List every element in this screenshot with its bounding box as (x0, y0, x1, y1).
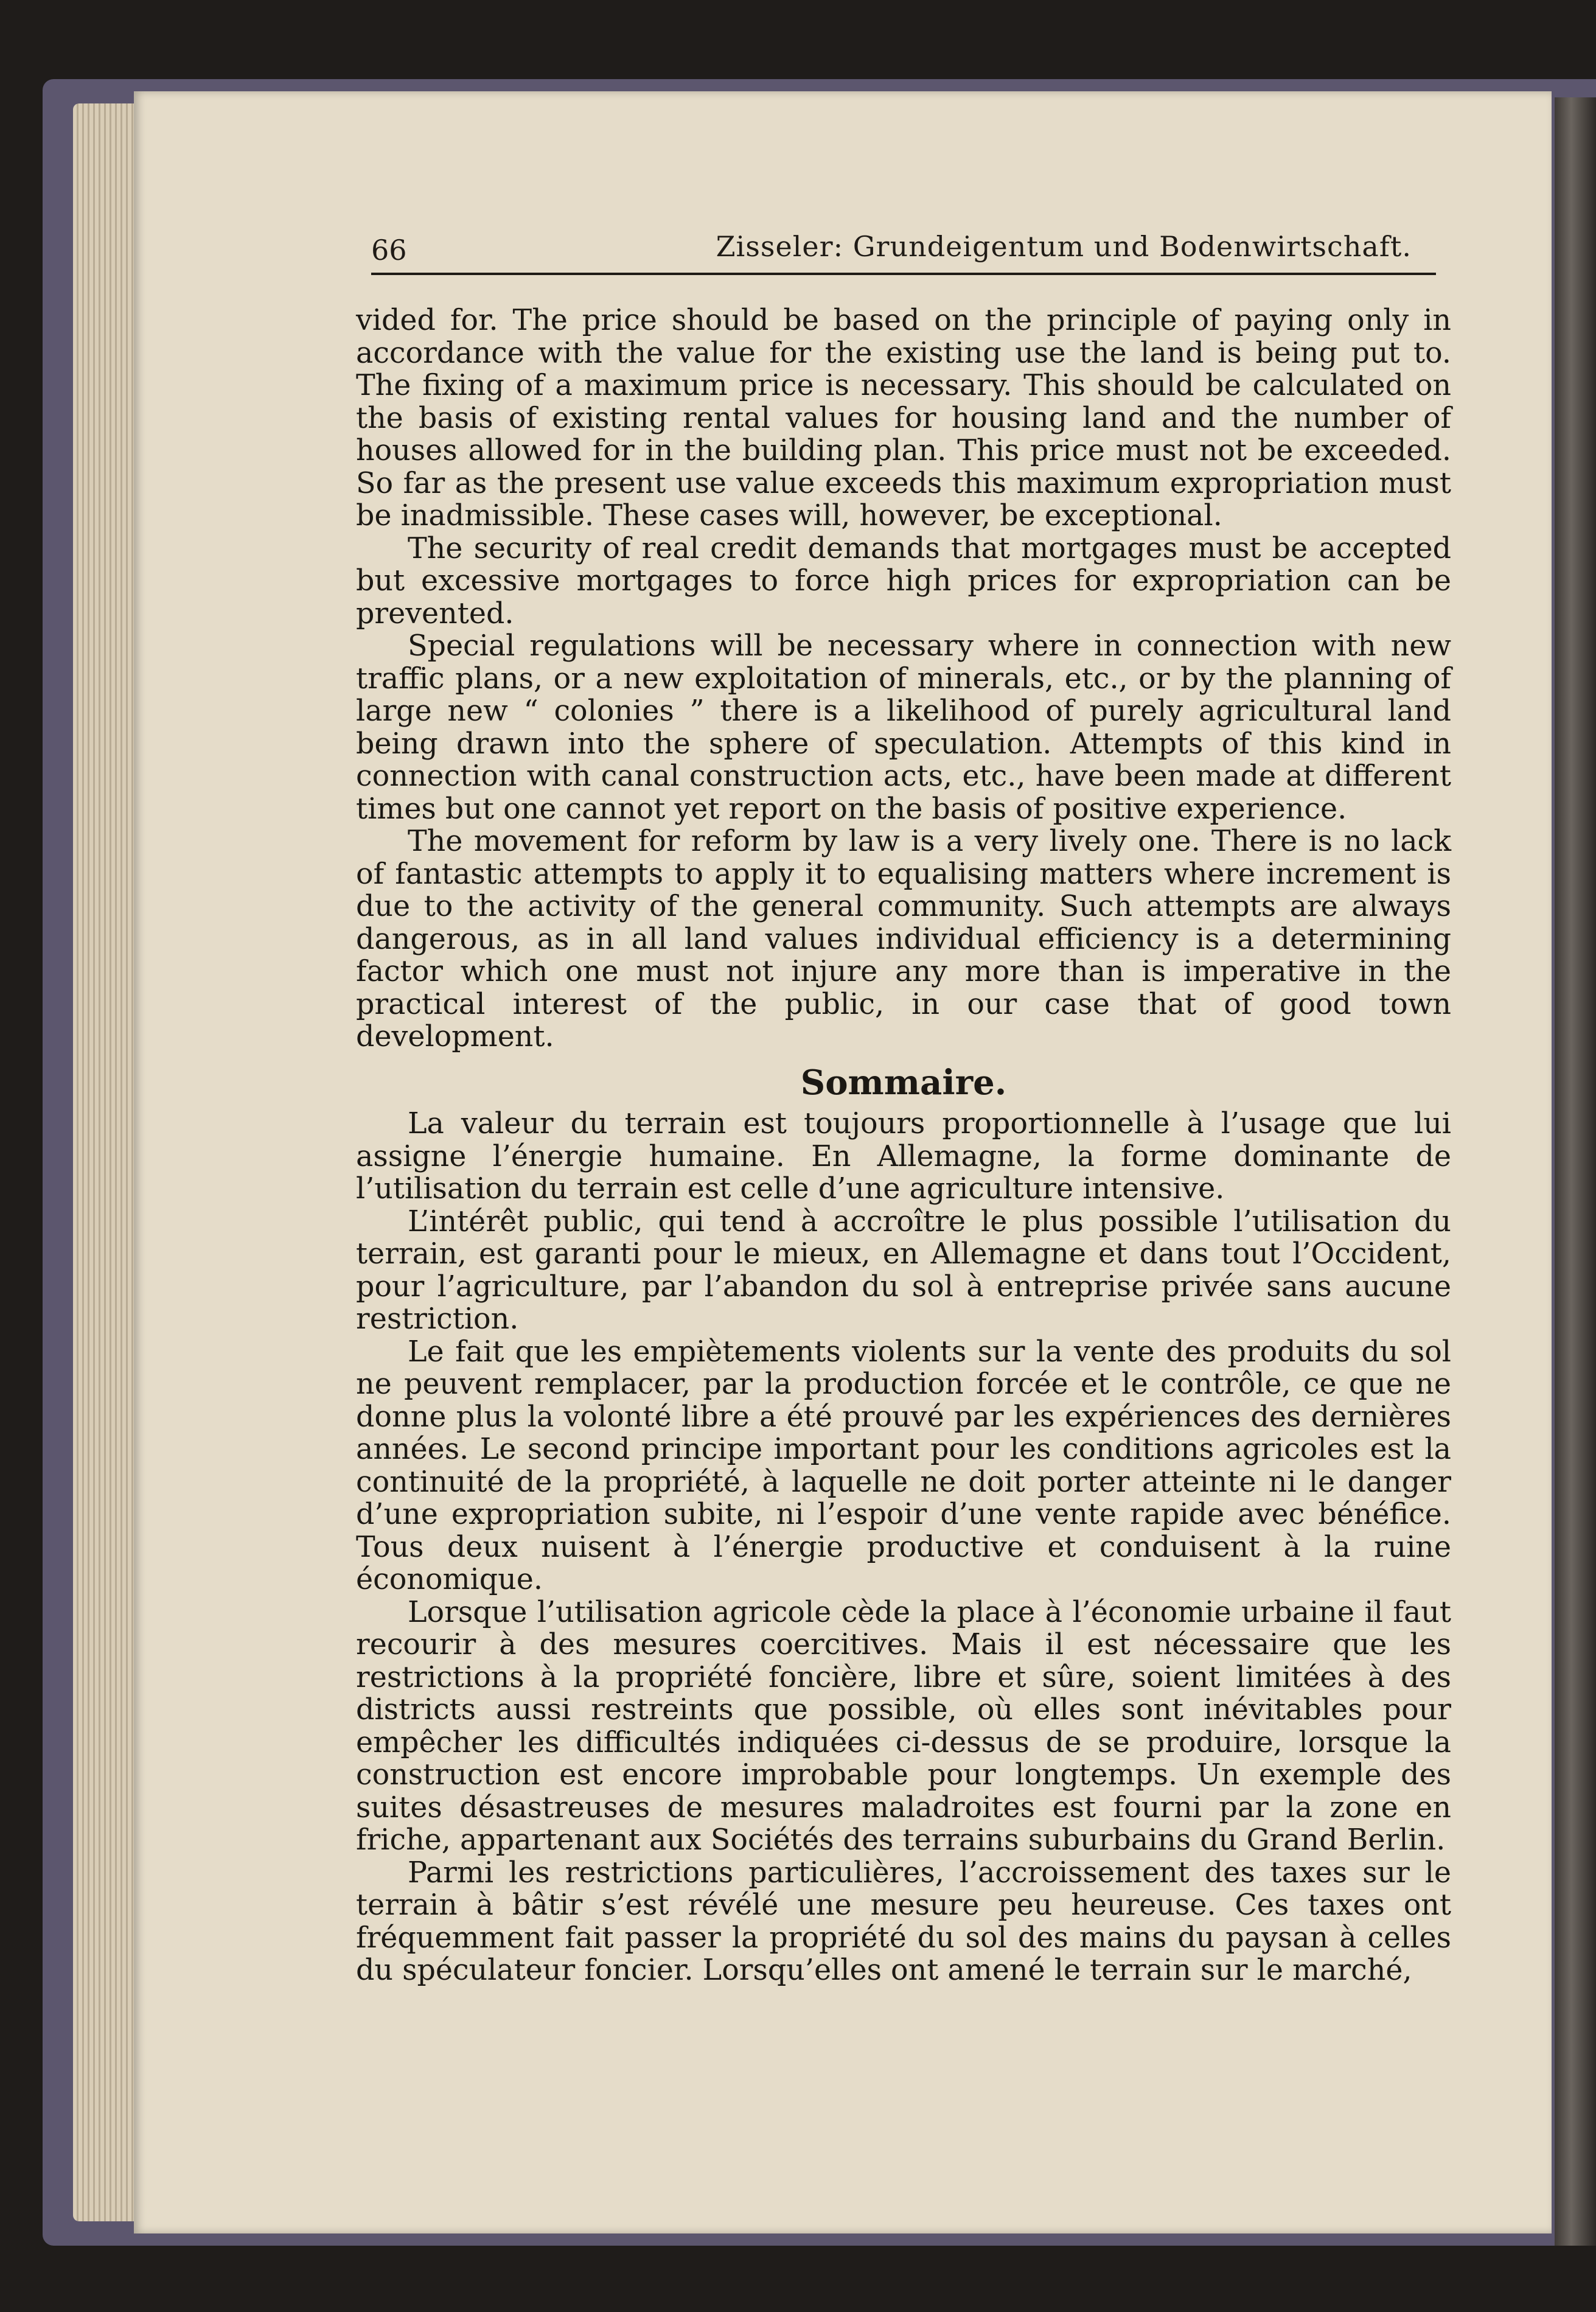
sommaire-paragraph: Parmi les restrictions particulières, l’accroissement des taxes sur le terrain à bâtir s’est révélé une mesure peu heureuse. Ces taxes ont fréquemment fait passer la propriété du sol des mains du paysan à celles du spéculateur foncier. Lorsqu’elles ont amené le terrain sur le marché, (356, 1856, 1451, 1987)
english-paragraph: The security of real credit demands that mortgages must be accepted but excessive mortgages to force high prices for expropriation can be prevented. (356, 531, 1451, 630)
book-gutter (1555, 97, 1596, 2246)
running-title: Zisseler: Grundeigentum und Bodenwirtschaft. (716, 230, 1412, 263)
sommaire-paragraph: L’intérêt public, qui tend à accroître le plus possible l’utilisation du terrain, est garanti pour le mieux, en Allemagne et dans tout l’Occident, pour l’agriculture, par l’abandon du sol à entreprise privée sans aucune restriction. (356, 1204, 1451, 1336)
english-paragraph: The movement for reform by law is a very lively one. There is no lack of fantastic attempts to apply it to equalising matters where increment is due to the activity of the general community. Such attempts are always dangerous, as in all land values individual efficiency is a determining factor which one must not injure any more than is imperative in the practical interest of the public, in our case that of good town development. (356, 825, 1451, 1053)
sommaire-paragraph: Lorsque l’utilisation agricole cède la place à l’économie urbaine il faut recourir à des mesures coercitives. Mais il est nécessaire que les restrictions à la propriété foncière, libre et sûre, soient limitées à des districts aussi restreints que possible, où elles sont inévitables pour empêcher les difficultés indiquées ci-dessus de se produire, lorsque la construction est encore improbable pour longtemps. Un exemple des suites désastreuses de mesures maladroites est fourni par la zone en friche, appartenant aux Sociétés des terrains suburbains du Grand Berlin. (356, 1595, 1451, 1857)
english-paragraph: Special regulations will be necessary where in connection with new traffic plans, or a new exploitation of minerals, etc., or by the planning of large new “ colonies ” there is a likelihood of purely agricultural land being drawn into the sphere of speculation. Attempts of this kind in connection with canal construction acts, etc., have been made at different times but one cannot yet report on the basis of positive experience. (356, 629, 1451, 826)
page-number: 66 (371, 234, 407, 267)
page-body (356, 304, 1451, 1987)
sommaire-paragraph: Le fait que les empiètements violents sur la vente des produits du sol ne peuvent remplacer, par la production forcée et le contrôle, ce que ne donne plus la volonté libre a été prouvé par les expériences des dernières années. Le second principe important pour les conditions agricoles est la continuité de la propriété, à laquelle ne doit porter atteinte ni le danger d’une expropriation subite, ni l’espoir d’une vente rapide avec bénéfice. Tous deux nuisent à l’énergie productive et conduisent à la ruine économique. (356, 1335, 1451, 1596)
sommaire-heading: Sommaire. (800, 1062, 1007, 1103)
sommaire-paragraph: La valeur du terrain est toujours proportionnelle à l’usage que lui assigne l’énergie humaine. En Allemagne, la forme dominante de l’utilisation du terrain est celle d’une agriculture intensive. (356, 1107, 1451, 1206)
english-paragraph: vided for. The price should be based on the principle of paying only in accordance with the value for the existing use the land is being put to. The fixing of a maximum price is necessary. This should be calculated on the basis of existing rental values for housing land and the number of houses allowed for in the building plan. This price must not be exceeded. So far as the present use value exceeds this maximum expropriation must be inadmissible. These cases will, however, be exceptional. (356, 304, 1451, 533)
page-header (371, 230, 1436, 275)
